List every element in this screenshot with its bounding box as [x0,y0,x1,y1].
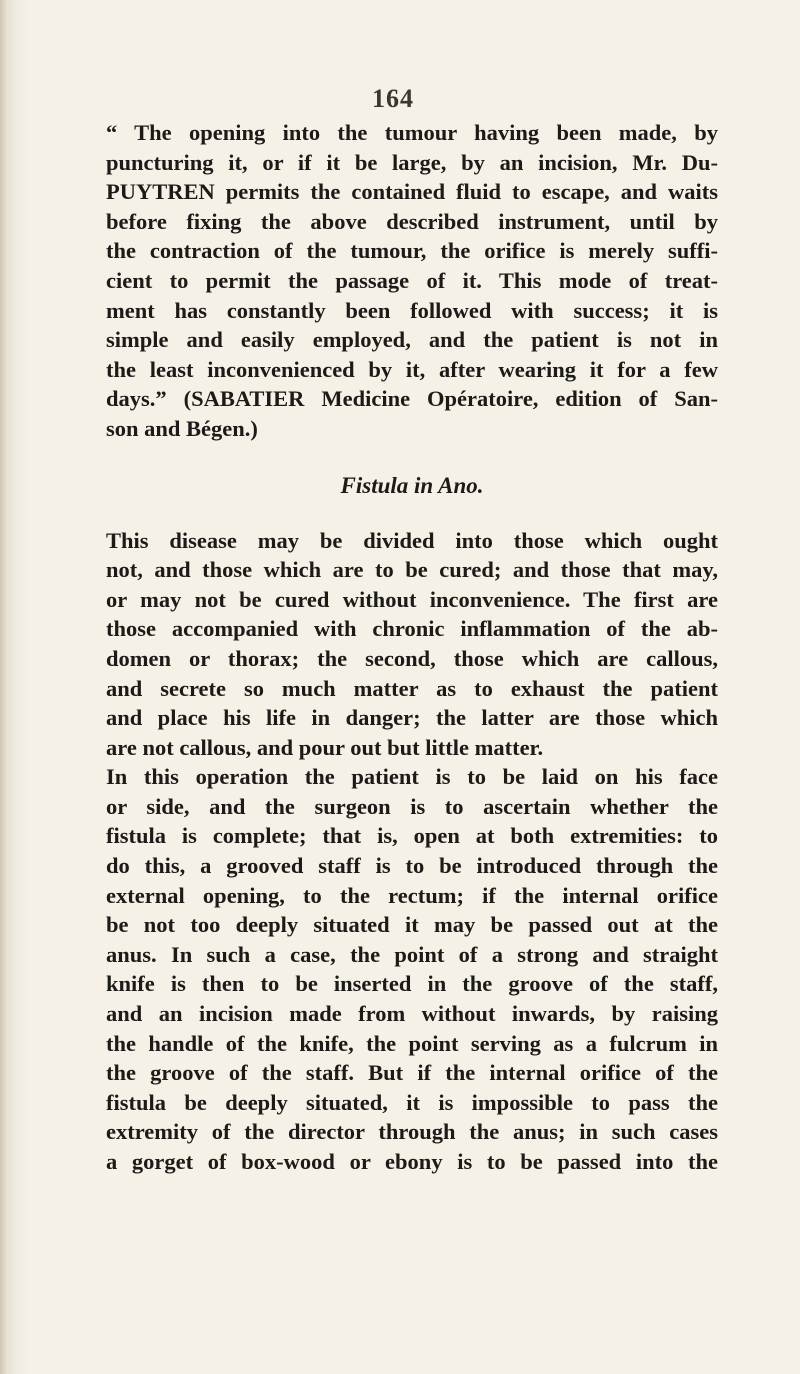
paragraph-operation [106,762,718,1176]
text-line: puncturing it, or if it be large, by an incision, Mr. Du- [106,149,718,175]
text-line: and an incision made from without inwards, by raising [106,1001,718,1027]
text-line: In this operation the patient is to be laid on his face [106,764,718,790]
paragraph-quote [106,118,718,444]
text-line: anus. In such a case, the point of a strong and straight [106,941,718,967]
text-line: fistula be deeply situated, it is impossible to pass the [106,1089,718,1115]
text-line: a gorget of box-wood or ebony is to be passed into the [106,1149,718,1174]
text-line: knife is then to be inserted in the groove of the staff, [106,971,718,997]
text-line: PUYTREN permits the contained fluid to escape, and waits [106,179,718,205]
text-line: be not too deeply situated it may be passed out at the [106,912,718,938]
text-line: cient to permit the passage of it. This mode of treat- [106,267,718,293]
text-line: before fixing the above described instrument, until by [106,208,718,234]
text-column [106,118,718,1177]
text-line: and secrete so much matter as to exhaust the patient [106,675,718,701]
text-line: do this, a grooved staff is to be introduced through the [106,853,718,879]
text-line: ment has constantly been followed with success; it is [106,297,718,323]
text-line: the groove of the staff. But if the internal orifice of the [106,1060,718,1086]
text-line: fistula is complete; that is, open at both extremities: to [106,823,718,849]
text-line: the least inconvenienced by it, after wearing it for a few [106,356,718,382]
text-line: are not callous, and pour out but little matter. [106,734,544,760]
text-line: domen or thorax; the second, those which are callous, [106,645,718,671]
text-line: extremity of the director through the anus; in such cases [106,1119,718,1145]
text-line: the contraction of the tumour, the orifice is merely suffi- [106,238,718,264]
text-line: those accompanied with chronic inflammation of the ab- [106,616,718,642]
text-line: the handle of the knife, the point serving as a fulcrum in [106,1030,718,1056]
text-line: days.” (SABATIER Medicine Opératoire, edition of San- [106,386,718,412]
text-line: “ The opening into the tumour having been made, by [106,120,718,145]
text-line: This disease may be divided into those which ought [106,527,718,553]
text-line: not, and those which are to be cured; and those that may, [106,557,718,583]
text-line: simple and easily employed, and the patient is not in [106,327,718,353]
text-line: external opening, to the rectum; if the internal orifice [106,882,718,908]
binding-edge [0,0,8,1374]
paragraph-classification [106,526,718,763]
text-line: or may not be cured without inconvenience. The first are [106,586,718,612]
text-line: and place his life in danger; the latter are those which [106,705,718,731]
page-number: 164 [372,84,414,113]
text-line: or side, and the surgeon is to ascertain whether the [106,793,718,819]
text-line: son and Bégen.) [106,415,258,441]
section-heading: Fistula in Ano. [340,472,484,498]
